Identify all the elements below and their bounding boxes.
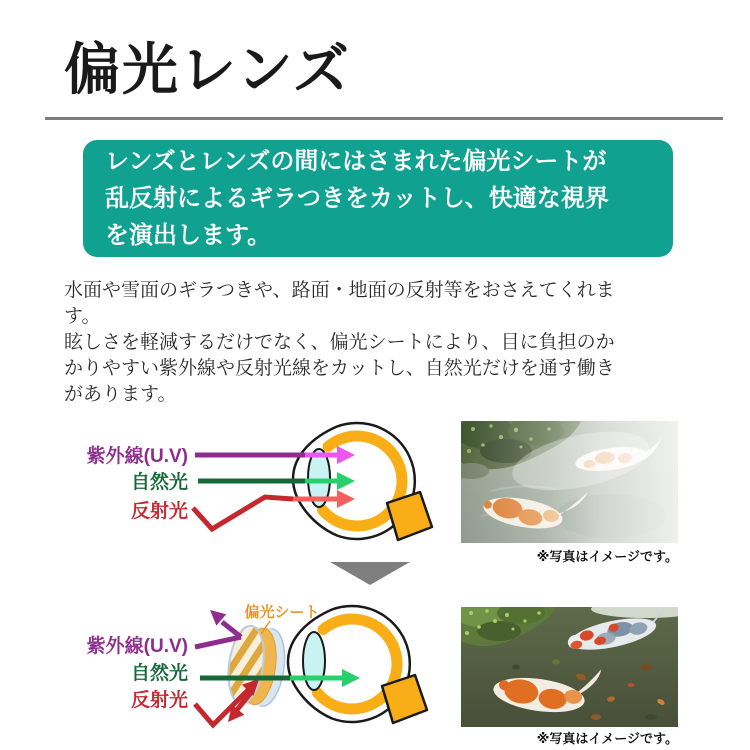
uv-ray-label: 紫外線(U.V) (86, 636, 188, 657)
reflected-light-label: 反射光 (130, 690, 188, 711)
eye-illustration (288, 606, 427, 723)
description-line: 水面や雪面のギラつきや、路面・地面の反射等をおさえてくれま (64, 280, 615, 301)
pond-photo-glare (461, 421, 678, 543)
uv-ray-label: 紫外線(U.V) (86, 446, 188, 467)
photo-caption: ※写真はイメージです。 (536, 549, 678, 564)
eye-diagram-with-sheet (60, 595, 452, 750)
description-line: かりやすい紫外線や反射光線をカットし、自然光だけを通す働き (64, 358, 615, 379)
down-arrow (330, 562, 410, 585)
description-line: 眩しさを軽減するだけでなく、偏光シートにより、目に負担のか (64, 332, 615, 353)
description-text (64, 278, 724, 408)
intro-line: 乱反射によるギラつきをカットし、快適な視界 (105, 185, 609, 212)
photo-caption: ※写真はイメージです。 (536, 731, 678, 746)
glare-overlay (461, 421, 678, 543)
description-line: があります。 (64, 384, 177, 405)
reflected-light-label: 反射光 (130, 501, 188, 522)
eye-diagram-without-sheet (60, 413, 452, 565)
description-line: す。 (64, 306, 101, 327)
pond-photo-clear (461, 607, 678, 727)
natural-light-label: 自然光 (130, 472, 188, 493)
page-title: 偏光レンズ (64, 38, 351, 101)
polarized-sheet-label: 偏光シート (244, 604, 320, 621)
title-underline (45, 117, 723, 120)
intro-line: を演出します。 (105, 222, 272, 249)
intro-highlight-box (83, 140, 673, 257)
intro-line: レンズとレンズの間にはさまれた偏光シートが (105, 148, 607, 175)
natural-light-label: 自然光 (130, 663, 188, 684)
